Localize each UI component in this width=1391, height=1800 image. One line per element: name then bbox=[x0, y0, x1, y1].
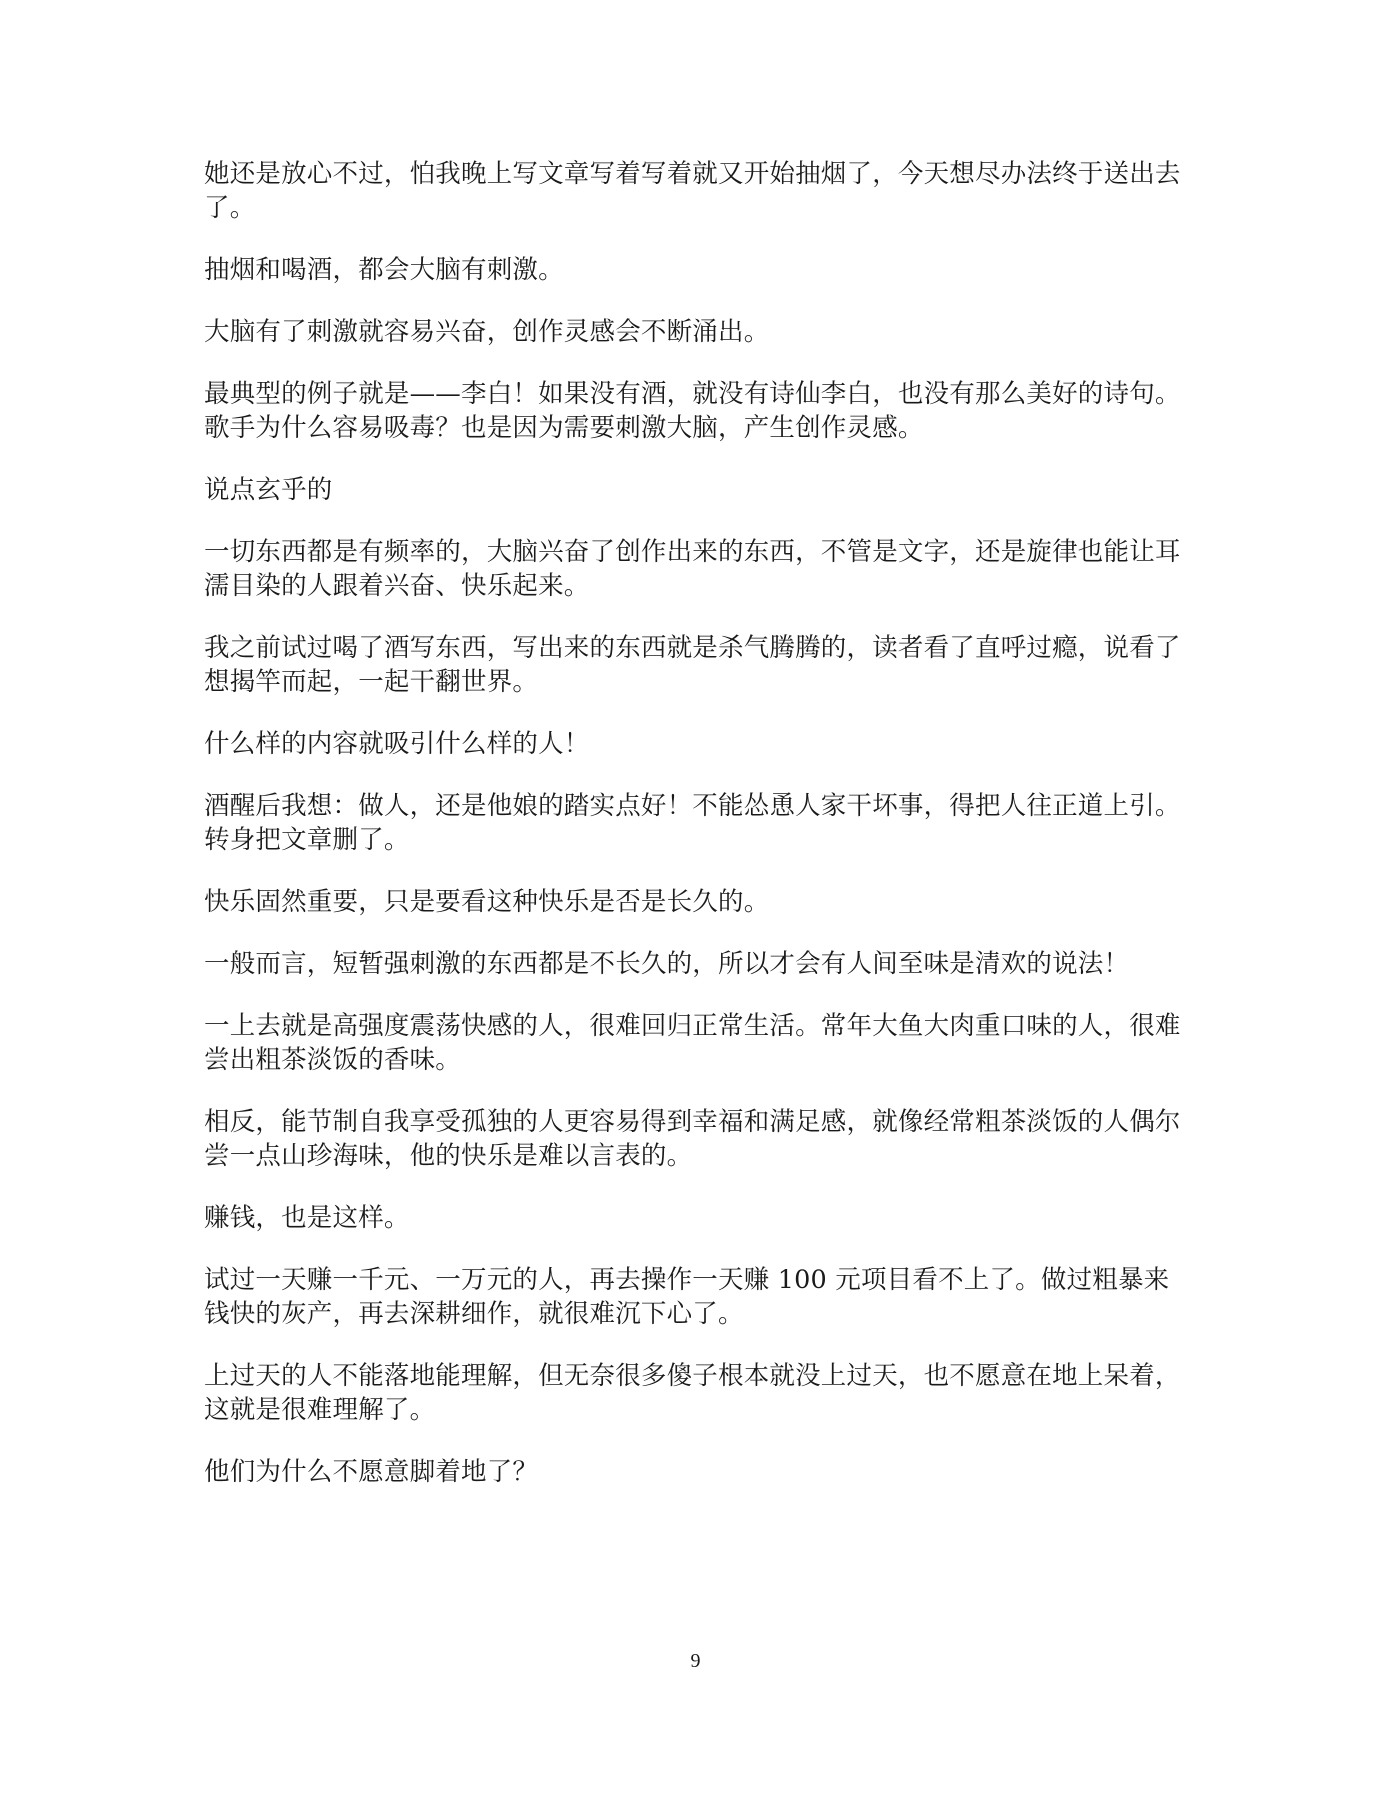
paragraph: 一上去就是高强度震荡快感的人，很难回归正常生活。常年大鱼大肉重口味的人，很难尝出粗茶淡饭的香味。 bbox=[204, 1011, 1181, 1075]
paragraph: 相反，能节制自我享受孤独的人更容易得到幸福和满足感，就像经常粗茶淡饭的人偶尔尝一点山珍海味，他的快乐是难以言表的。 bbox=[204, 1107, 1181, 1171]
paragraph: 他们为什么不愿意脚着地了？ bbox=[204, 1457, 539, 1487]
body-text bbox=[204, 157, 1194, 1517]
paragraph: 最典型的例子就是——李白！如果没有酒，就没有诗仙李白，也没有那么美好的诗句。歌手为什么容易吸毒？也是因为需要刺激大脑，产生创作灵感。 bbox=[204, 379, 1181, 443]
paragraph: 说点玄乎的 bbox=[204, 475, 333, 505]
paragraph: 抽烟和喝酒，都会大脑有刺激。 bbox=[204, 255, 564, 285]
paragraph: 她还是放心不过，怕我晚上写文章写着写着就又开始抽烟了，今天想尽办法终于送出去了。 bbox=[204, 159, 1181, 223]
paragraph: 上过天的人不能落地能理解，但无奈很多傻子根本就没上过天，也不愿意在地上呆着，这就是很难理解了。 bbox=[204, 1361, 1181, 1425]
paragraph: 什么样的内容就吸引什么样的人！ bbox=[204, 729, 590, 759]
paragraph: 一般而言，短暂强刺激的东西都是不长久的，所以才会有人间至味是清欢的说法！ bbox=[204, 949, 1130, 979]
paragraph: 一切东西都是有频率的，大脑兴奋了创作出来的东西，不管是文字，还是旋律也能让耳濡目染的人跟着兴奋、快乐起来。 bbox=[204, 537, 1181, 601]
paragraph: 赚钱，也是这样。 bbox=[204, 1203, 410, 1233]
paragraph: 快乐固然重要，只是要看这种快乐是否是长久的。 bbox=[204, 887, 770, 917]
paragraph: 我之前试过喝了酒写东西，写出来的东西就是杀气腾腾的，读者看了直呼过瘾，说看了想揭竿而起，一起干翻世界。 bbox=[204, 633, 1181, 697]
paragraph: 大脑有了刺激就容易兴奋，创作灵感会不断涌出。 bbox=[204, 317, 770, 347]
paragraph: 酒醒后我想：做人，还是他娘的踏实点好！不能怂恿人家干坏事，得把人往正道上引。转身把文章删了。 bbox=[204, 791, 1181, 855]
page-number: 9 bbox=[690, 1650, 701, 1672]
paragraph: 试过一天赚一千元、一万元的人，再去操作一天赚 100 元项目看不上了。做过粗暴来钱快的灰产，再去深耕细作，就很难沉下心了。 bbox=[204, 1265, 1170, 1329]
